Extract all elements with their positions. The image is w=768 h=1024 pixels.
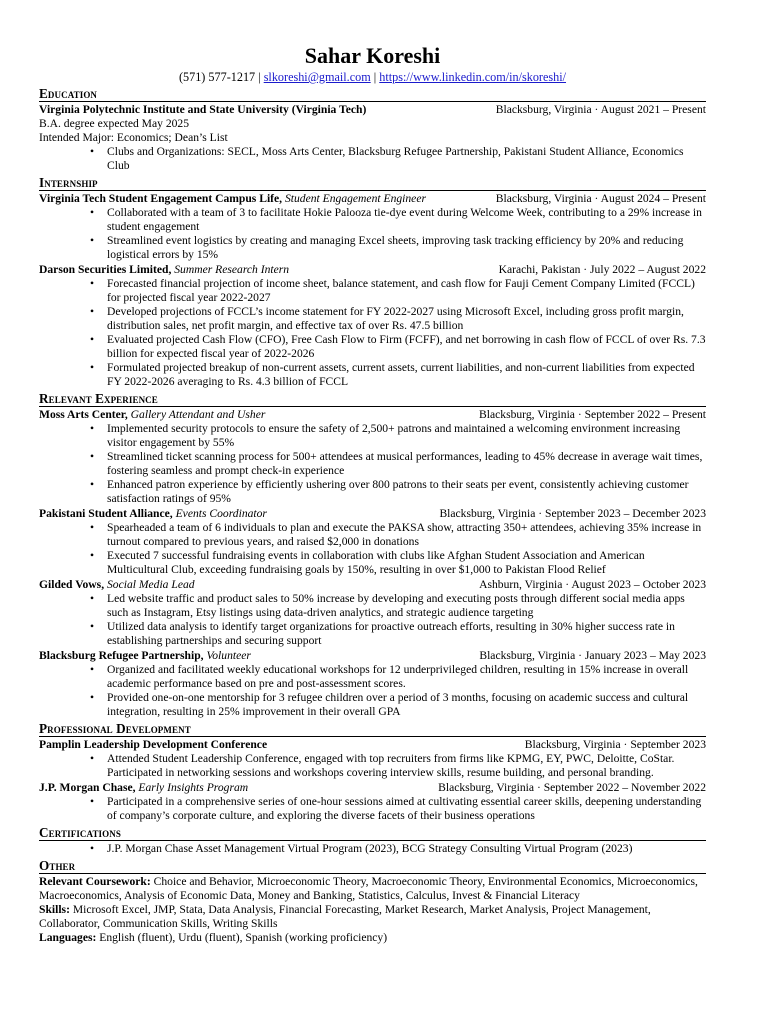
section-title-development: Professional Development xyxy=(39,721,706,737)
entry-sep: , xyxy=(168,263,175,276)
entry-header xyxy=(39,408,706,422)
entry-location-date: Blacksburg, Virginia · September 2022 – November 2022 xyxy=(438,781,706,794)
bullet-item: • Forecasted financial projection of income sheet, balance statement, and cash flow for Fauji Cement Company Limited (FCCL) for projected fiscal year 2022-2027 xyxy=(107,277,706,305)
education-section xyxy=(39,86,706,173)
entry-role: Social Media Lead xyxy=(106,578,195,591)
internship-entry xyxy=(39,192,706,262)
entry-org: Gilded Vows xyxy=(39,578,102,591)
education-bullets xyxy=(39,145,706,173)
linkedin-link[interactable]: https://www.linkedin.com/in/skoreshi/ xyxy=(379,70,567,84)
bullet-item: • Utilized data analysis to identify target organizations for proactive outreach efforts, resulting in 30% higher success rate in establishing partnerships and securing support xyxy=(107,620,706,648)
degree: B.A. degree expected May 2025 xyxy=(39,117,190,130)
section-title-certifications: Certifications xyxy=(39,825,706,841)
bullet-item: • Implemented security protocols to ensure the safety of 2,500+ patrons and maintained a welcoming environment increasing visitor engagement by 55% xyxy=(107,422,706,450)
bullet-item: • J.P. Morgan Chase Asset Management Virtual Program (2023), BCG Strategy Consulting Virtual Program (2023) xyxy=(107,842,706,856)
bullet-item: • Clubs and Organizations: SECL, Moss Arts Center, Blacksburg Refugee Partnership, Pakistani Student Alliance, Economics Club xyxy=(107,145,706,173)
experience-entry xyxy=(39,408,706,506)
bullet-item: • Formulated projected breakup of non-current assets, current assets, current liabilities, and non-current liabilities from expected FY 2022-2026 averaging to Rs. 4.3 billion of FCCL xyxy=(107,361,706,389)
bullet-item: • Led website traffic and product sales to 50% increase by developing and executing posts through different social media apps such as Instagram, Etsy listings using data-driven analytics, and strategic audience targeting xyxy=(107,592,706,620)
entry-header xyxy=(39,649,706,663)
entry-header xyxy=(39,507,706,521)
entry-org: Virginia Tech Student Engagement Campus Life xyxy=(39,192,280,205)
other-section xyxy=(39,858,706,945)
entry-location-date: Ashburn, Virginia · August 2023 – October 2023 xyxy=(479,578,706,591)
entry-role: Volunteer xyxy=(206,649,251,662)
entry-bullets xyxy=(39,521,706,577)
bullet-item: • Streamlined ticket scanning process for 500+ attendees at musical performances, leading to 45% decrease in average wait times, fostering seamless and prompt check-in experience xyxy=(107,450,706,478)
entry-role: Student Engagement Engineer xyxy=(284,192,426,205)
entry-org: Blacksburg Refugee Partnership, xyxy=(39,649,204,662)
entry-location-date: Blacksburg, Virginia · September 2023 xyxy=(524,738,706,751)
contact-separator: | xyxy=(370,70,380,84)
contact-separator: | xyxy=(255,70,264,84)
skills-text: Microsoft Excel, JMP, Stata, Data Analysis, Financial Forecasting, Market Research, Market Analysis, Project Management, Collaborator, Communication Skills, Writing Skills xyxy=(39,903,651,930)
skills-line xyxy=(39,903,706,931)
entry-bullets xyxy=(39,752,706,780)
experience-entry xyxy=(39,578,706,648)
entry-sep: , xyxy=(132,781,139,794)
entry-header xyxy=(39,192,706,206)
internship-entry xyxy=(39,263,706,389)
coursework-label: Relevant Coursework: xyxy=(39,875,151,888)
entry-location-date: Blacksburg, Virginia · September 2023 – December 2023 xyxy=(439,507,706,520)
bullet-item: • Collaborated with a team of 3 to facilitate Hokie Palooza tie-dye event during Welcome Week, contributing to a 29% increase in student engagement xyxy=(107,206,706,234)
entry-org: Moss Arts Center xyxy=(39,408,125,421)
entry-org: Pamplin Leadership Development Conference xyxy=(39,738,268,751)
candidate-name: Sahar Koreshi xyxy=(304,43,441,68)
development-section xyxy=(39,721,706,823)
entry-header xyxy=(39,263,706,277)
education-header xyxy=(39,103,706,117)
languages-label: Languages: xyxy=(39,931,97,944)
development-entry xyxy=(39,738,706,780)
entry-sep: , xyxy=(124,408,131,421)
coursework-text: Choice and Behavior, Microeconomic Theory, Macroeconomic Theory, Environmental Economics, Microeconomics, Macroeconomics, Analysis of Economic Data, Money and Banking, Statistics, Calculus, Invest & Financial Literacy xyxy=(39,875,698,902)
entry-org: Pakistani Student Alliance, xyxy=(39,507,173,520)
internship-section xyxy=(39,175,706,389)
entry-sep: , xyxy=(279,192,285,205)
section-title-experience: Relevant Experience xyxy=(39,391,706,407)
bullet-item: • Attended Student Leadership Conference, engaged with top recruiters from firms like KPMG, EY, PWC, Deloitte, CoStar. Participated in networking sessions and workshops covering interview skills, resume building, and personal branding. xyxy=(107,752,706,780)
entry-bullets xyxy=(39,206,706,262)
certification-bullets xyxy=(39,842,706,856)
bullet-item: • Provided one-on-one mentorship for 3 refugee children over a period of 3 months, focusing on academic success and cultural integration, resulting in 25% improvement in their overall GPA xyxy=(107,691,706,719)
major: Intended Major: Economics; Dean’s List xyxy=(39,131,228,144)
entry-location-date: Blacksburg, Virginia · January 2023 – May 2023 xyxy=(479,649,706,662)
phone-number: (571) 577-1217 xyxy=(178,70,256,84)
languages-line xyxy=(39,931,706,945)
contact-line xyxy=(39,70,706,84)
skills-label: Skills: xyxy=(39,903,70,916)
bullet-item: • Evaluated projected Cash Flow (CFO), Free Cash Flow to Firm (FCFF), and net borrowing in cash flow of FCCL of over Rs. 7.3 billion for expected fiscal year of 2022-2026 xyxy=(107,333,706,361)
bullet-item: • Executed 7 successful fundraising events in collaboration with clubs like Afghan Student Association and American Multicultural Club, exceeding fundraising goals by 150%, resulting in over $1,000 to Pakistan Flood Relief xyxy=(107,549,706,577)
entry-location-date: Karachi, Pakistan · July 2022 – August 2022 xyxy=(498,263,706,276)
section-title-internship: Internship xyxy=(39,175,706,191)
entry-bullets xyxy=(39,277,706,389)
experience-section xyxy=(39,391,706,719)
entry-role: Events Coordinator xyxy=(175,507,267,520)
bullet-item: • Enhanced patron experience by efficiently ushering over 800 patrons to their seats per event, consistently achieving customer satisfaction ratings of 95% xyxy=(107,478,706,506)
bullet-item: • Developed projections of FCCL’s income statement for FY 2022-2027 using Microsoft Excel, including gross profit margin, distribution sales, net profit margin, and effective tax of over Rs. 47.5 billion xyxy=(107,305,706,333)
section-title-other: Other xyxy=(39,858,706,874)
section-title-education: Education xyxy=(39,86,706,102)
coursework-line xyxy=(39,875,706,903)
entry-bullets xyxy=(39,795,706,823)
entry-role: Summer Research Intern xyxy=(174,263,290,276)
bullet-item: • Streamlined event logistics by creating and managing Excel sheets, improving task tracking efficiency by 20% and reducing logistical errors by 15% xyxy=(107,234,706,262)
entry-role: Early Insights Program xyxy=(138,781,249,794)
experience-entry xyxy=(39,649,706,719)
bullet-item: • Spearheaded a team of 6 individuals to plan and execute the PAKSA show, attracting 350+ attendees, achieving 35% increase in turnout compared to previous years, and raised $2,000 in donations xyxy=(107,521,706,549)
entry-location-date: Blacksburg, Virginia · August 2024 – Present xyxy=(495,192,706,205)
entry-header xyxy=(39,738,706,752)
languages-text: English (fluent), Urdu (fluent), Spanish (working proficiency) xyxy=(96,931,388,944)
entry-header xyxy=(39,578,706,592)
experience-entry xyxy=(39,507,706,577)
entry-bullets xyxy=(39,592,706,648)
entry-bullets xyxy=(39,422,706,506)
entry-location-date: Blacksburg, Virginia · September 2022 – Present xyxy=(479,408,706,421)
entry-org: Darson Securities Limited xyxy=(39,263,169,276)
entry-org: J.P. Morgan Chase xyxy=(39,781,133,794)
entry-header xyxy=(39,781,706,795)
certifications-section xyxy=(39,825,706,856)
bullet-item: • Organized and facilitated weekly educational workshops for 12 underprivileged children, resulting in 15% increase in overall academic performance based on pre and post-assessment scores. xyxy=(107,663,706,691)
entry-bullets xyxy=(39,663,706,719)
bullet-item: • Participated in a comprehensive series of one-hour sessions aimed at cultivating essential career skills, deepening understanding of company’s corporate culture, and exploring the diverse facets of their business operations xyxy=(107,795,706,823)
development-entry xyxy=(39,781,706,823)
entry-role: Gallery Attendant and Usher xyxy=(130,408,266,421)
school-location-date: Blacksburg, Virginia · August 2021 – Present xyxy=(495,103,706,116)
school-name: Virginia Polytechnic Institute and State University (Virginia Tech) xyxy=(39,103,367,116)
entry-sep: , xyxy=(101,578,107,591)
email-link[interactable]: slkoreshi@gmail.com xyxy=(263,70,371,84)
